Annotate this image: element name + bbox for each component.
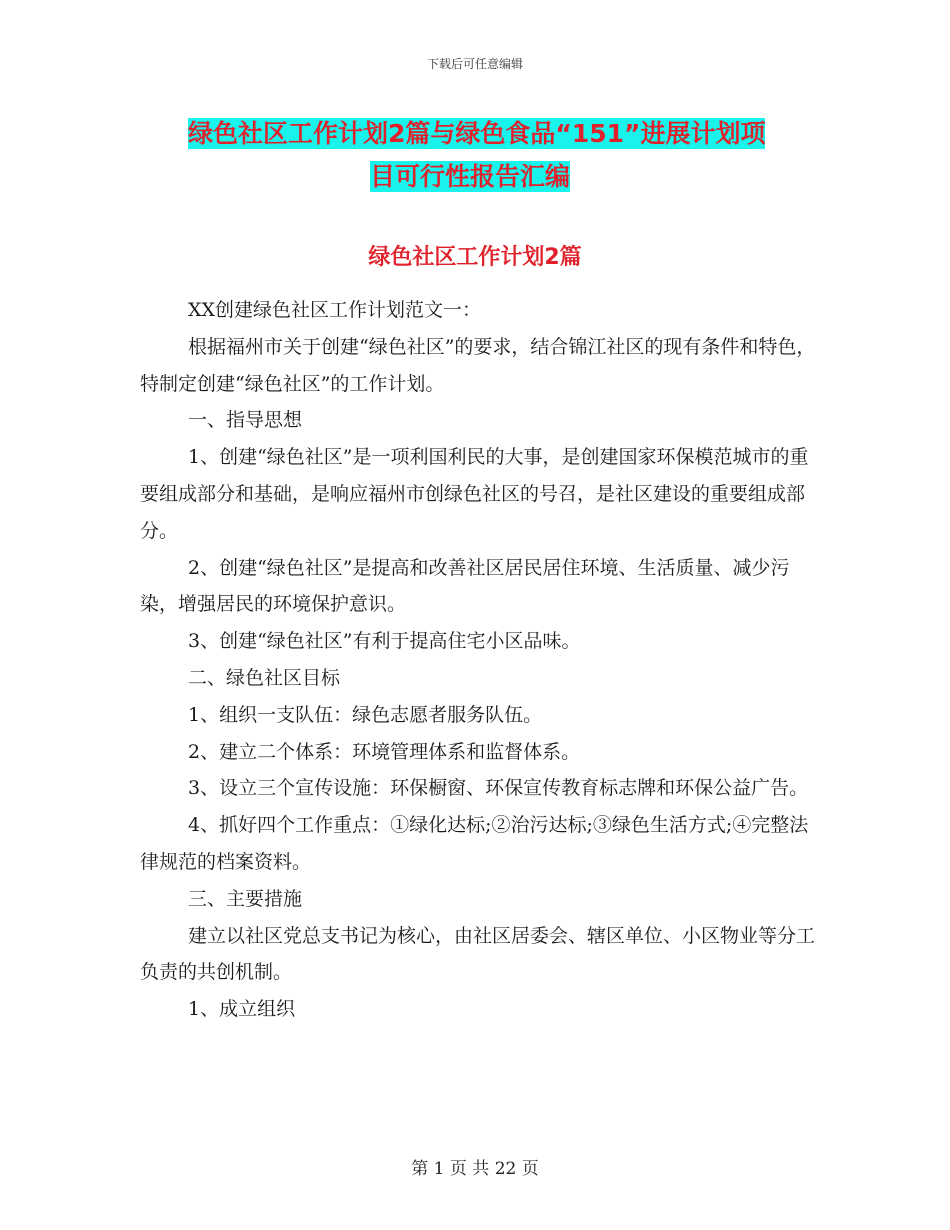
paragraph: 1、成立组织 [188, 998, 296, 1021]
paragraph: XX创建绿色社区工作计划范文一： [188, 299, 482, 321]
paragraph: 二、绿色社区目标 [188, 666, 341, 689]
paragraph: 2、建立二个体系：环境管理体系和监督体系。 [188, 740, 581, 763]
body-text [140, 292, 820, 1028]
document-title [140, 112, 840, 198]
title-highlight-2: 目可行性报告汇编 [370, 162, 571, 191]
document-title-line-1 [140, 112, 840, 155]
document-title-line-2 [140, 155, 840, 198]
paragraph: 建立以社区党总支书记为核心，由社区居委会、辖区单位、小区物业等分工负责的共创机制。 [140, 924, 816, 984]
paragraph: 根据福州市关于创建“绿色社区”的要求，结合锦江社区的现有条件和特色，特制定创建“绿色社区”的工作计划。 [140, 335, 816, 395]
paragraph: 1、创建“绿色社区”是一项利国利民的大事，是创建国家环保模范城市的重要组成部分和基础，是响应福州市创绿色社区的号召，是社区建设的重要组成部分。 [140, 446, 809, 542]
title-highlight-1: 绿色社区工作计划2篇与绿色食品“151”进展计划项 [188, 119, 766, 148]
paragraph: 三、主要措施 [188, 887, 303, 910]
paragraph: 2、创建“绿色社区”是提高和改善社区居民居住环境、生活质量、减少污染，增强居民的环境保护意识。 [140, 556, 790, 616]
paragraph: 一、指导思想 [188, 409, 303, 432]
header-note: 下载后可任意编辑 [426, 57, 523, 71]
section-title: 绿色社区工作计划2篇 [368, 245, 582, 270]
page-number-footer: 第 1 页 共 22 页 [411, 1159, 539, 1179]
paragraph: 4、抓好四个工作重点：①绿化达标;②治污达标;③绿色生活方式;④完整法律规范的档案资料。 [140, 814, 809, 873]
paragraph: 3、创建“绿色社区”有利于提高住宅小区品味。 [188, 630, 581, 653]
paragraph: 3、设立三个宣传设施：环保橱窗、环保宣传教育标志牌和环保公益广告。 [188, 777, 809, 800]
paragraph: 1、组织一支队伍：绿色志愿者服务队伍。 [188, 703, 543, 726]
